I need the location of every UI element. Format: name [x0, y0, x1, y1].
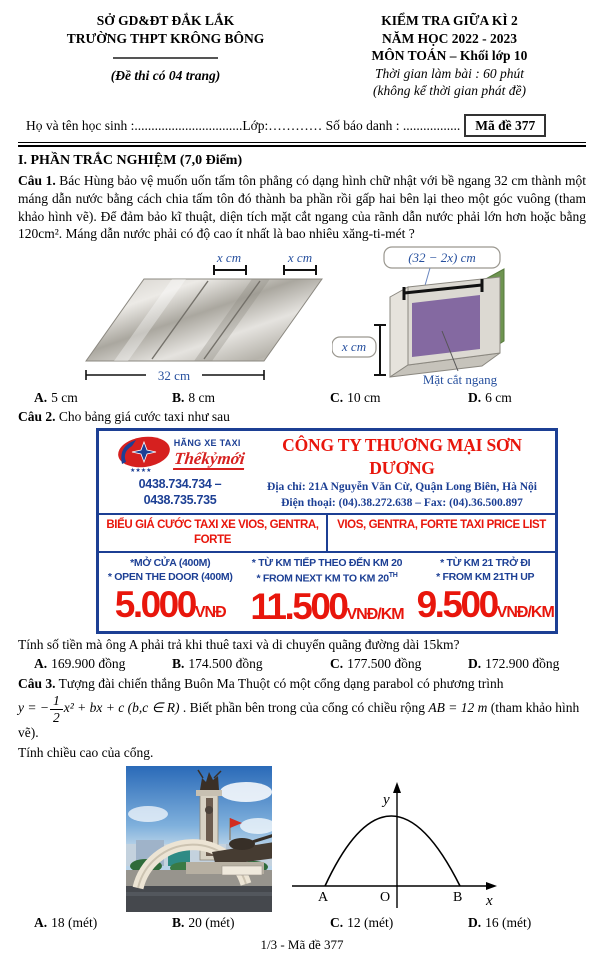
- q1-answers: [18, 389, 586, 407]
- q3-answer-d: D. 16 (mét): [468, 914, 532, 930]
- price-col-next: * TỪ KM TIẾP THEO ĐẾN KM 20 * FROM NEXT KM TO KM 20TH 11.500VNĐ/KM: [237, 557, 416, 625]
- header-school-block: [18, 12, 313, 100]
- channel-left-wall: [390, 287, 408, 377]
- graph-o-label: O: [380, 889, 391, 905]
- subject-grade: MÔN TOÁN – Khối lớp 10: [371, 48, 528, 64]
- q2-answers: [18, 655, 586, 673]
- taxi-price-ad: [96, 428, 558, 634]
- channel-figure: [332, 245, 550, 387]
- dim-cut-width-label: (32 − 2x) cm: [408, 249, 476, 265]
- price-list-banner: [99, 513, 555, 553]
- question-1-label: Câu 1.: [18, 173, 56, 189]
- taxi-logo-icon: [116, 434, 172, 474]
- question-2-text: Câu 2. Cho bảng giá cước taxi như sau: [18, 409, 230, 425]
- price-21up: 9.500VNĐ/KM: [416, 584, 554, 626]
- equation-domain: (b,c ∈ R): [127, 700, 180, 716]
- price-next: 11.500VNĐ/KM: [250, 585, 404, 627]
- equation-body: x² + bx + c: [63, 700, 128, 716]
- question-3-prompt: Tính chiều cao của cổng.: [18, 744, 154, 760]
- q3-answer-a: A. 18 (mét): [34, 914, 98, 930]
- school-year: NĂM HỌC 2022 - 2023: [382, 30, 517, 46]
- q1-answer-b: B. 8 cm: [172, 389, 216, 405]
- monument-photo: [126, 766, 272, 912]
- ab-width: AB = 12 m: [428, 700, 488, 716]
- q1-answer-a: A. 5 cm: [34, 389, 78, 405]
- cross-section-rect: [412, 295, 480, 357]
- header-divider-line: [113, 57, 218, 59]
- q3-answers: [18, 914, 586, 932]
- company-address: Địa chỉ: 21A Nguyễn Văn Cừ, Quận Long Biên, Hà Nội: [267, 481, 537, 494]
- q2-answer-c: C. 177.500 đồng: [330, 656, 422, 672]
- taxi-phones: 0438.734.734 – 0438.735.735: [138, 476, 222, 507]
- price-col-open: *MỞ CỬA (400M) * OPEN THE DOOR (400M) 5.000VNĐ: [103, 557, 237, 625]
- q3-answer-c: C. 12 (mét): [330, 914, 394, 930]
- brand-script-text: Thếkỷmới: [172, 448, 246, 468]
- banner-en: VIOS, GENTRA, FORTE TAXI PRICE LIST: [337, 519, 546, 532]
- question-3-figures: [126, 766, 586, 912]
- q2-answer-b: B. 174.500 đồng: [172, 656, 263, 672]
- banner-vi: BIỂU GIÁ CƯỚC TAXI XE VIOS, GENTRA, FORTE: [99, 515, 328, 551]
- parabola-graph: [290, 778, 502, 912]
- equation-prefix: y = −: [18, 700, 49, 716]
- company-name: CÔNG TY THƯƠNG MẠI SƠN DƯƠNG: [282, 434, 522, 478]
- question-3-text: Câu 3. Tượng đài chiến thắng Buôn Ma Thuột có một cổng dạng parabol có phương trình: [18, 675, 504, 691]
- school-name: TRƯỜNG THPT KRÔNG BÔNG: [66, 30, 265, 46]
- q2-answer-a: A. 169.900 đồng: [34, 656, 126, 672]
- taxi-logo-block: [105, 434, 255, 511]
- section-title: I. PHẦN TRẮC NGHIỆM (7,0 Điểm): [18, 153, 243, 169]
- time-note: (không kể thời gian phát đề): [372, 83, 527, 99]
- parabola-curve: [325, 816, 460, 886]
- price-col-21up: * TỪ KM 21 TRỞ ĐI * FROM KM 21TH UP 9.500VNĐ/KM: [416, 557, 554, 626]
- q1-answer-d: D. 6 cm: [468, 389, 512, 405]
- q1-answer-c: C. 10 cm: [330, 389, 381, 405]
- question-2-label: Câu 2.: [18, 409, 56, 425]
- exam-header: [18, 12, 586, 100]
- price-open: 5.000VNĐ: [114, 584, 226, 626]
- q2-answer-d: D. 172.900 đồng: [468, 656, 560, 672]
- dim-width-label: 32 cm: [157, 367, 191, 383]
- exam-title: KIỂM TRA GIỮA KÌ 2: [381, 13, 518, 28]
- exam-code-box: Mã đề 377: [464, 114, 546, 138]
- question-1-figures: [74, 245, 586, 387]
- taxi-company-block: [255, 434, 549, 511]
- question-2-prompt: Tính số tiền mà ông A phải trả khi thuê taxi và di chuyển quãng đường dài 15km?: [18, 636, 460, 652]
- page-footer: 1/3 - Mã đề 377: [260, 937, 344, 953]
- dim-height-label: x cm: [341, 338, 367, 354]
- fraction: $\frac{1}{2}$: [50, 694, 63, 724]
- monument-photo-art: [126, 766, 272, 912]
- dim-x2-label: x cm: [287, 250, 313, 265]
- header-separator-rule: [18, 142, 586, 147]
- student-info-row: [18, 114, 586, 138]
- question-3-equation-line: y = − $\frac{1}{2}$ x² + bx + c (b,c ∈ R) . Biết phần bên trong của cổng có chiều rộng AB = 12 m (tham khảo hình vẽ).: [18, 693, 580, 741]
- cross-section-caption: Mặt cắt ngang: [422, 371, 498, 387]
- class-field: Lớp:…………: [242, 117, 323, 133]
- sheet-metal-figure: [74, 251, 326, 387]
- graph-x-label: x: [486, 892, 493, 909]
- student-name-field: Họ và tên học sinh :................................: [26, 117, 243, 133]
- brand-top-text: HÃNG XE TAXI: [173, 437, 241, 448]
- svg-text:★★★★: ★★★★: [129, 467, 152, 474]
- q3-answer-b: B. 20 (mét): [172, 914, 235, 930]
- header-exam-block: [313, 12, 586, 100]
- pages-note: (Đề thi có 04 trang): [110, 68, 221, 84]
- graph-b-label: B: [453, 889, 463, 905]
- question-3-label: Câu 3.: [18, 675, 56, 691]
- time-limit: Thời gian làm bài : 60 phút: [375, 65, 524, 81]
- graph-y-label: y: [383, 791, 390, 808]
- price-columns: [99, 553, 555, 631]
- candidate-number-field: Số báo danh : .................: [325, 117, 461, 133]
- graph-a-label: A: [318, 889, 329, 905]
- dim-x1-label: x cm: [216, 250, 242, 265]
- department-name: SỞ GD&ĐT ĐẮK LẮK: [96, 13, 235, 28]
- question-1-text: Câu 1. Bác Hùng bảo vệ muốn uốn tấm tôn phẳng có dạng hình chữ nhật với bề ngang 32 cm thành một máng dẫn nước bằng cách chia tấm tôn đó thành ba phần rồi gấp hai bên lại theo một góc vuông (tham khảo hình vẽ). Để đảm bảo kĩ thuật, diện tích mặt cắt ngang của rãnh dẫn nước phải lớn hơn hoặc bằng 120cm². Máng dẫn nước phải có độ cao ít nhất là bao nhiêu xăng-ti-mét ?: [18, 173, 586, 242]
- company-phone-fax: Điện thoại: (04).38.272.638 – Fax: (04).36.500.897: [281, 497, 523, 510]
- taxi-ad-header: [99, 431, 555, 513]
